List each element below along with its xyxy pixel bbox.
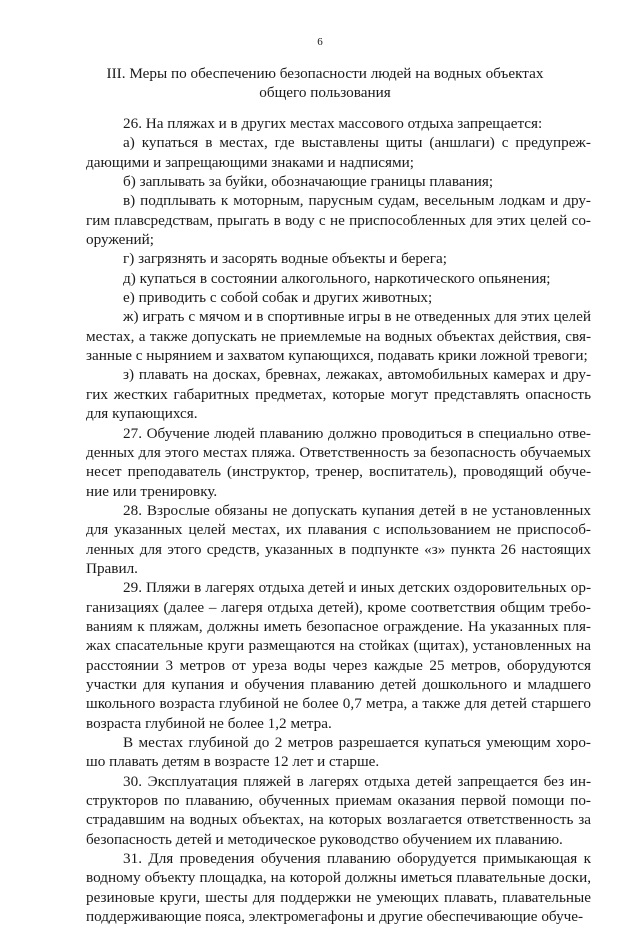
text-line: резиновые круги, шесты для поддержки не умеющих плавать, плавательные: [86, 888, 591, 906]
text-line: 27. Обучение людей плаванию должно проводиться в специально отве-: [123, 424, 591, 442]
text-line: жах спасательные круги размещаются на стойках (щитах), установленных на: [86, 637, 591, 655]
paragraph: [86, 733, 591, 772]
text-line: возраста глубиной не более 1,2 метра.: [86, 714, 332, 732]
paragraph: [86, 133, 591, 172]
text-line: ваниям к пляжам, должны иметь безопасное ограждение. На указанных пля-: [86, 617, 591, 635]
text-line: ж) играть с мячом и в спортивные игры в не отведенных для этих целей: [123, 308, 591, 326]
text-line: местах, а также допускать не приемлемые на водных объектах действия, свя-: [86, 327, 591, 345]
document-body: [86, 114, 591, 926]
paragraph: [86, 578, 591, 733]
text-line: а) купаться в местах, где выставлены щиты (аншлаги) с предупреж-: [123, 134, 591, 152]
section-heading: [90, 64, 560, 103]
paragraph: [86, 501, 591, 578]
paragraph: [86, 365, 591, 423]
text-line: расстоянии 3 метров от уреза воды через каждые 25 метров, оборудуются: [86, 656, 591, 674]
text-line: в) подплывать к моторным, парусным судам, весельным лодкам и дру-: [123, 192, 591, 210]
text-line: ние или тренировку.: [86, 482, 218, 500]
text-line: шо плавать детям в возрасте 12 лет и старше.: [86, 753, 380, 771]
text-line: е) приводить с собой собак и других животных;: [123, 289, 433, 307]
paragraph: [86, 849, 591, 926]
paragraph: [86, 249, 591, 268]
text-line: поддерживающие пояса, электромегафоны и другие обеспечивающие обуче-: [86, 908, 584, 926]
text-line: 30. Эксплуатация пляжей в лагерях отдыха детей запрещается без ин-: [123, 772, 591, 790]
section-heading-line: общего пользования: [259, 84, 391, 102]
text-line: водному объекту площадка, на которой должны иметься плавательные доски,: [86, 869, 591, 887]
paragraph: [86, 288, 591, 307]
text-line: несет преподаватель (инструктор, тренер, воспитатель), проводящий обуче-: [86, 463, 591, 481]
text-line: денных для этого местах пляжа. Ответственность за безопасность обучаемых: [86, 443, 591, 461]
text-line: з) плавать на досках, бревнах, лежаках, автомобильных камерах и дру-: [123, 366, 591, 384]
text-line: для купающихся.: [86, 405, 198, 423]
paragraph: [86, 424, 591, 501]
text-line: 26. На пляжах и в других местах массового отдыха запрещается:: [123, 115, 543, 132]
paragraph: [86, 307, 591, 365]
text-line: занные с нырянием и захватом купающихся, подавать крики ложной тревоги;: [86, 347, 588, 365]
text-line: оружений;: [86, 231, 155, 249]
text-line: гим плавсредствам, прыгать в воду с не приспособленных для этих целей со-: [86, 211, 591, 229]
text-line: г) загрязнять и засорять водные объекты и берега;: [123, 250, 447, 268]
text-line: В местах глубиной до 2 метров разрешается купаться умеющим хоро-: [123, 734, 591, 751]
text-line: структоров по плаванию, обученных приемам оказания первой помощи по-: [86, 792, 591, 810]
paragraph: [86, 114, 591, 133]
text-line: страдавшим на водных объектах, на которых возлагается ответственность за: [86, 811, 591, 829]
paragraph: [86, 772, 591, 849]
text-line: школьного возраста глубиной не более 0,7 метра, а также для детей старшего: [86, 695, 591, 713]
text-line: ганизациях (далее – лагеря отдыха детей), кроме соответствия общим требо-: [86, 598, 591, 616]
paragraph: [86, 172, 591, 191]
page-number: 6: [317, 36, 323, 48]
text-line: участки для купания и обучения плаванию детей дошкольного и младшего: [86, 675, 591, 693]
text-line: гих жестких габаритных предметах, которые могут представлять опасность: [86, 385, 591, 403]
text-line: д) купаться в состоянии алкогольного, наркотического опьянения;: [123, 269, 551, 287]
text-line: дающими и запрещающими знаками и надписями;: [86, 153, 414, 171]
section-heading-line: III. Меры по обеспечению безопасности людей на водных объектах: [106, 65, 544, 82]
text-line: безопасность детей и методическое руководство обучением их плаванию.: [86, 830, 563, 848]
text-line: 31. Для проведения обучения плаванию оборудуется примыкающая к: [123, 850, 591, 868]
paragraph: [86, 191, 591, 249]
text-line: 28. Взрослые обязаны не допускать купания детей в не установленных: [123, 501, 591, 519]
text-line: для указанных целей местах, их плавания с использованием не приспособ-: [86, 521, 591, 539]
text-line: б) заплывать за буйки, обозначающие границы плавания;: [123, 173, 494, 191]
text-line: Правил.: [86, 559, 138, 577]
paragraph: [86, 269, 591, 288]
text-line: ленных для этого средств, указанных в подпункте «з» пункта 26 настоящих: [86, 540, 591, 558]
text-line: 29. Пляжи в лагерях отдыха детей и иных детских оздоровительных ор-: [123, 579, 591, 597]
